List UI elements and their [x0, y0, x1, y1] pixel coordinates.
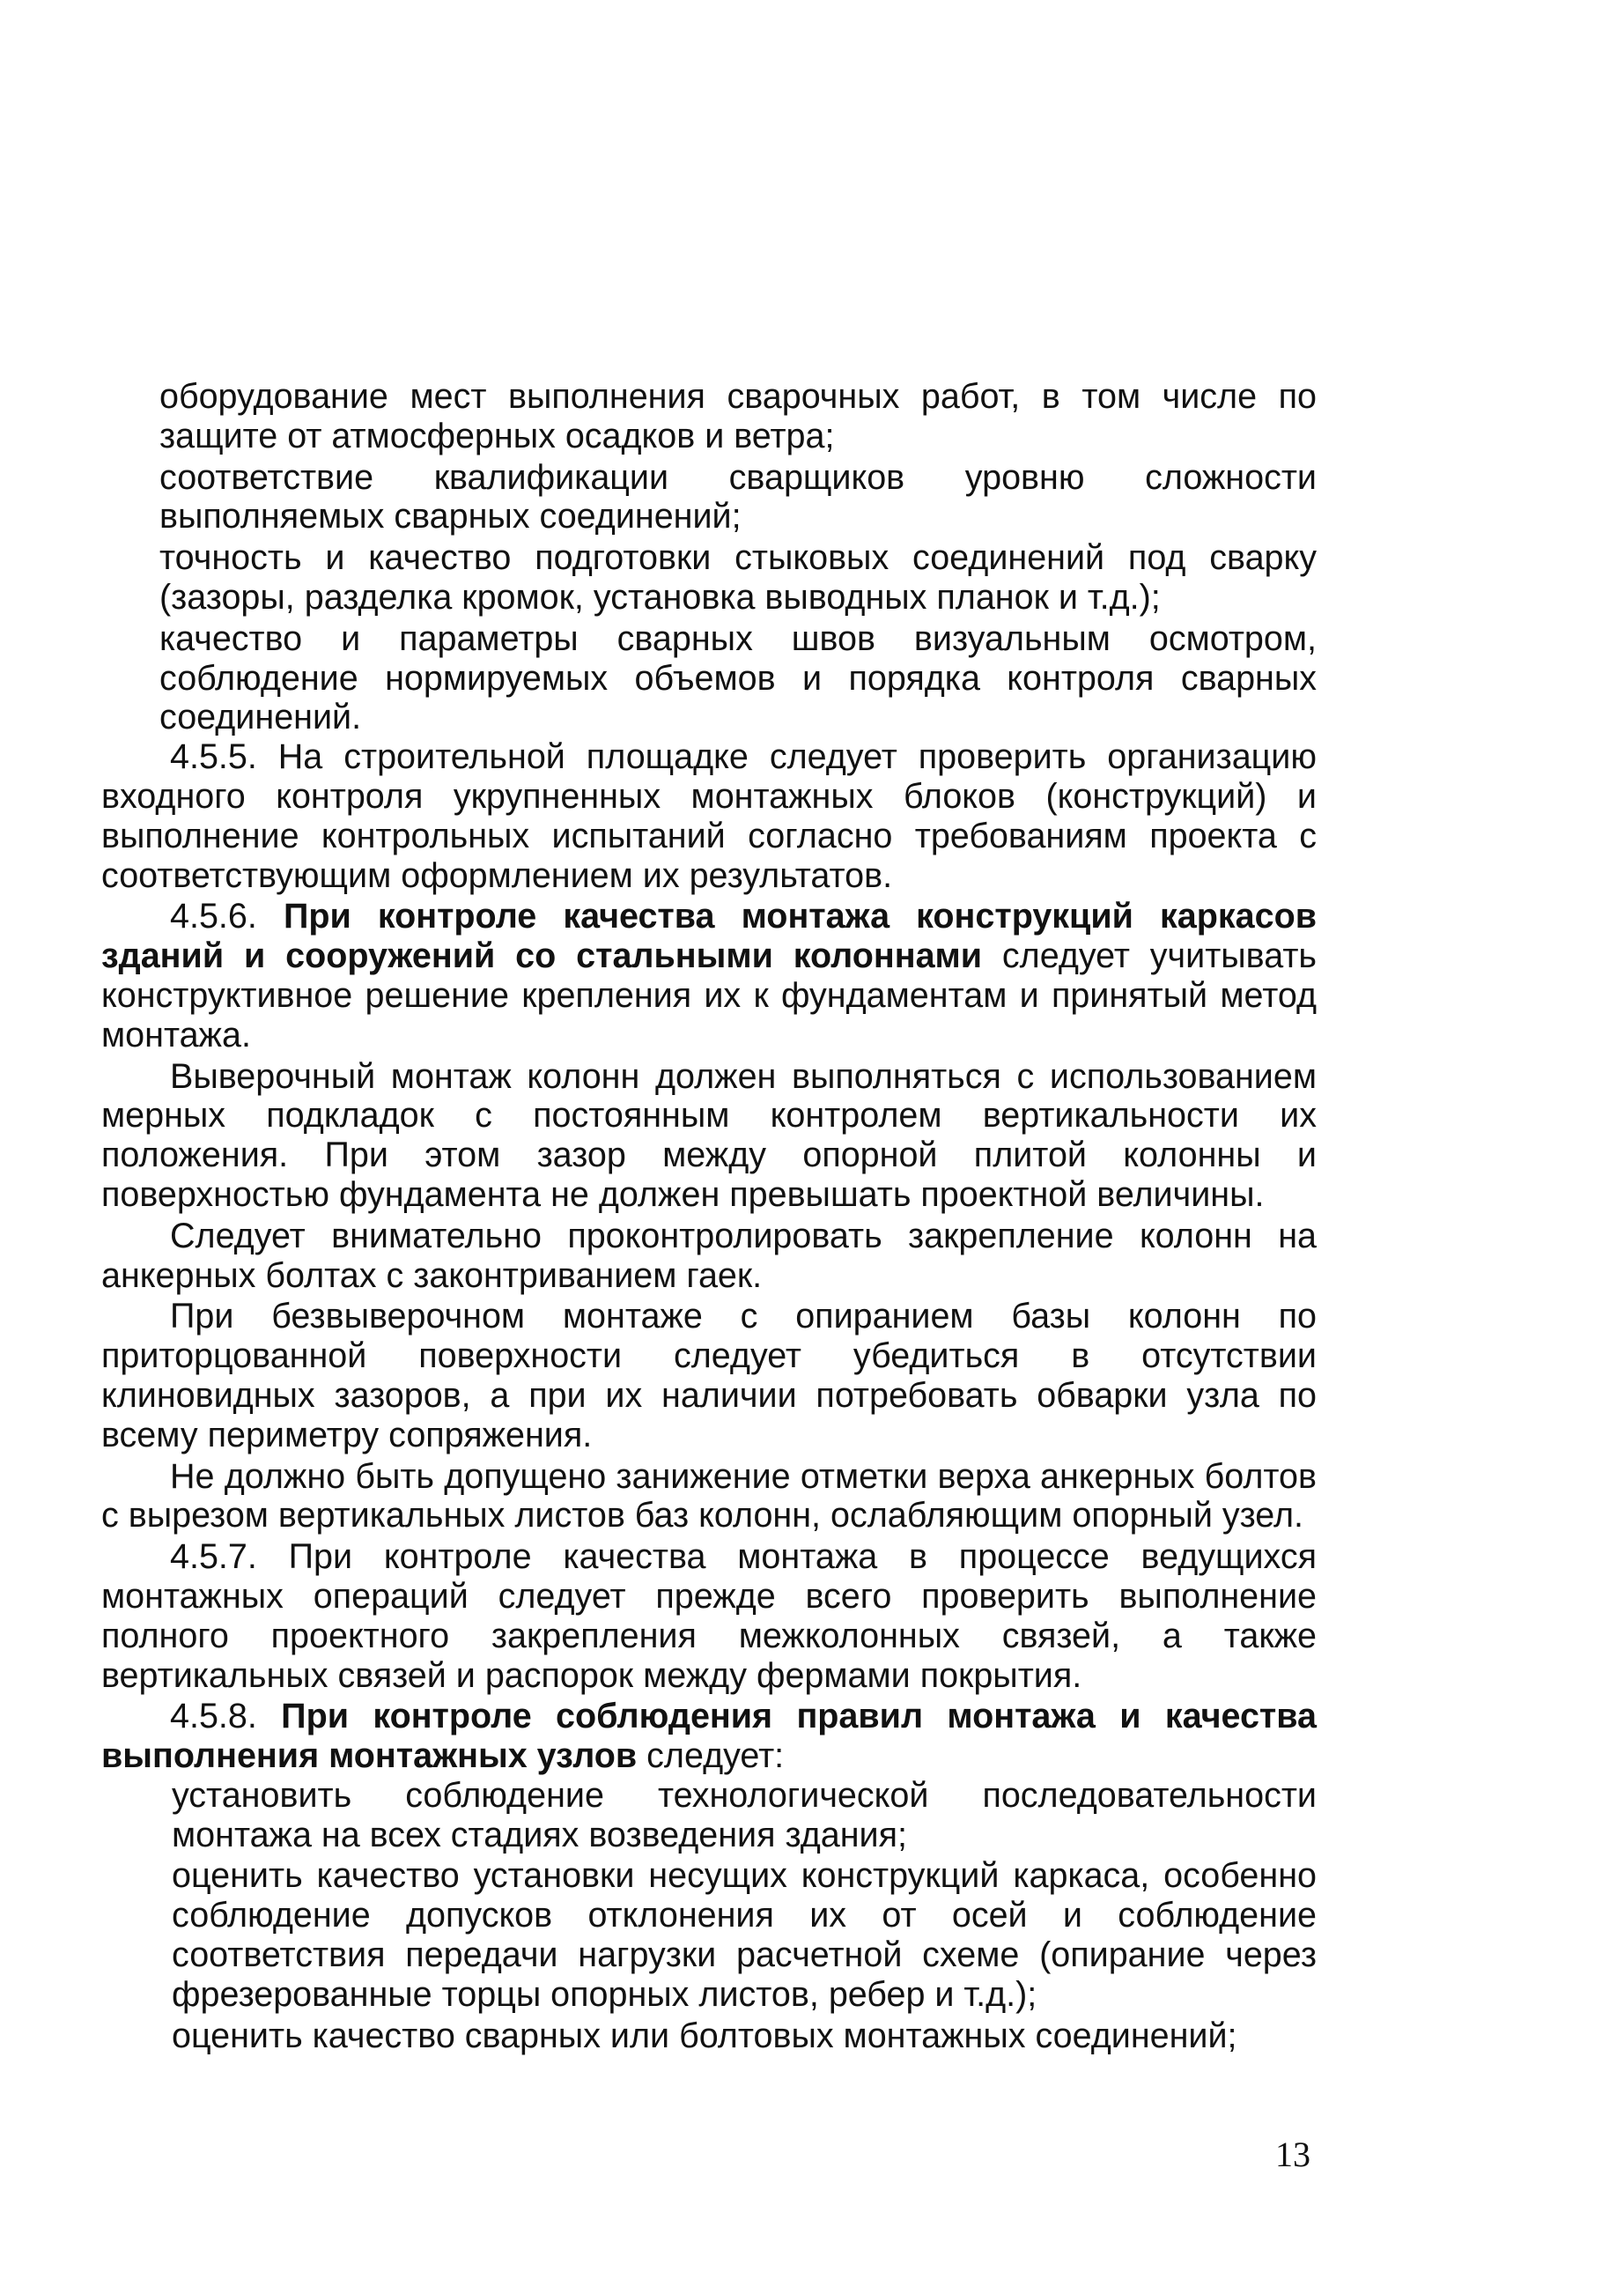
list-item: точность и качество подготовки стыковых соединений под сварку (зазоры, разделка кромок, установка выводных планок и т.д.); — [159, 538, 1317, 617]
bold-heading: При контроле соблюдения правил монтажа и качества выполнения монтажных узлов — [101, 1697, 1317, 1776]
list-item: установить соблюдение технологической последовательности монтажа на всех стадиях возведения здания; — [172, 1775, 1317, 1854]
paragraph-column-alignment: Выверочный монтаж колонн должен выполняться с использованием мерных подкладок с постоянным контролем вертикальности их положения. При этом зазор между опорной плитой колонны и поверхностью фундамента не должен превышать проектной величины. — [101, 1056, 1317, 1214]
list-item: оборудование мест выполнения сварочных работ, в том числе по защите от атмосферных осадков и ветра; — [159, 377, 1317, 455]
list-item: качество и параметры сварных швов визуальным осмотром, соблюдение нормируемых объемов и порядка контроля сварных соединений. — [159, 618, 1317, 737]
page-body — [101, 377, 1317, 2055]
paragraph-base-support: При безвыверочном монтаже с опиранием базы колонн по приторцованной поверхности следует убедиться в отсутствии клиновидных зазоров, а при их наличии потребовать обварки узла по всему периметру сопряжения. — [101, 1297, 1317, 1454]
paragraph-anchor-bolts: Следует внимательно проконтролировать закрепление колонн на анкерных болтах с законтриванием гаек. — [101, 1216, 1317, 1295]
bold-heading: При контроле качества монтажа конструкций каркасов зданий и сооружений со стальными колоннами — [101, 897, 1317, 976]
paragraph-4-5-6 — [101, 897, 1317, 1054]
clause-number: 4.5.6. — [170, 897, 257, 936]
list-item: оценить качество установки несущих конструкций каркаса, особенно соблюдение допусков отклонения их от осей и соблюдение соответствия передачи нагрузки расчетной схеме (опирание через фрезерованные торцы опорных листов, ребер и т.д.); — [172, 1856, 1317, 2014]
paragraph-4-5-5: 4.5.5. На строительной площадке следует проверить организацию входного контроля укрупненных монтажных блоков (конструкций) и выполнение контрольных испытаний согласно требованиям проекта с соответствующим оформлением их результатов. — [101, 737, 1317, 895]
list-item: оценить качество сварных или болтовых монтажных соединений; — [172, 2016, 1237, 2055]
paragraph-text: следует учитывать конструктивное решение крепления их к фундаментам и принятый метод монтажа. — [101, 936, 1317, 1054]
paragraph-4-5-7: 4.5.7. При контроле качества монтажа в процессе ведущихся монтажных операций следует прежде всего проверить выполнение полного проектного закрепления межколонных связей, а также вертикальных связей и распорок между фермами покрытия. — [101, 1537, 1317, 1695]
paragraph-text: следует: — [646, 1736, 785, 1776]
clause-number: 4.5.8. — [170, 1697, 257, 1736]
page-number: 13 — [1275, 2135, 1310, 2174]
paragraph-anchor-mark: Не должно быть допущено занижение отметки верха анкерных болтов с вырезом вертикальных листов баз колонн, ослабляющим опорный узел. — [101, 1456, 1317, 1536]
paragraph-4-5-8 — [101, 1697, 1317, 1776]
list-item: соответствие квалификации сварщиков уровню сложности выполняемых сварных соединений; — [159, 457, 1317, 536]
